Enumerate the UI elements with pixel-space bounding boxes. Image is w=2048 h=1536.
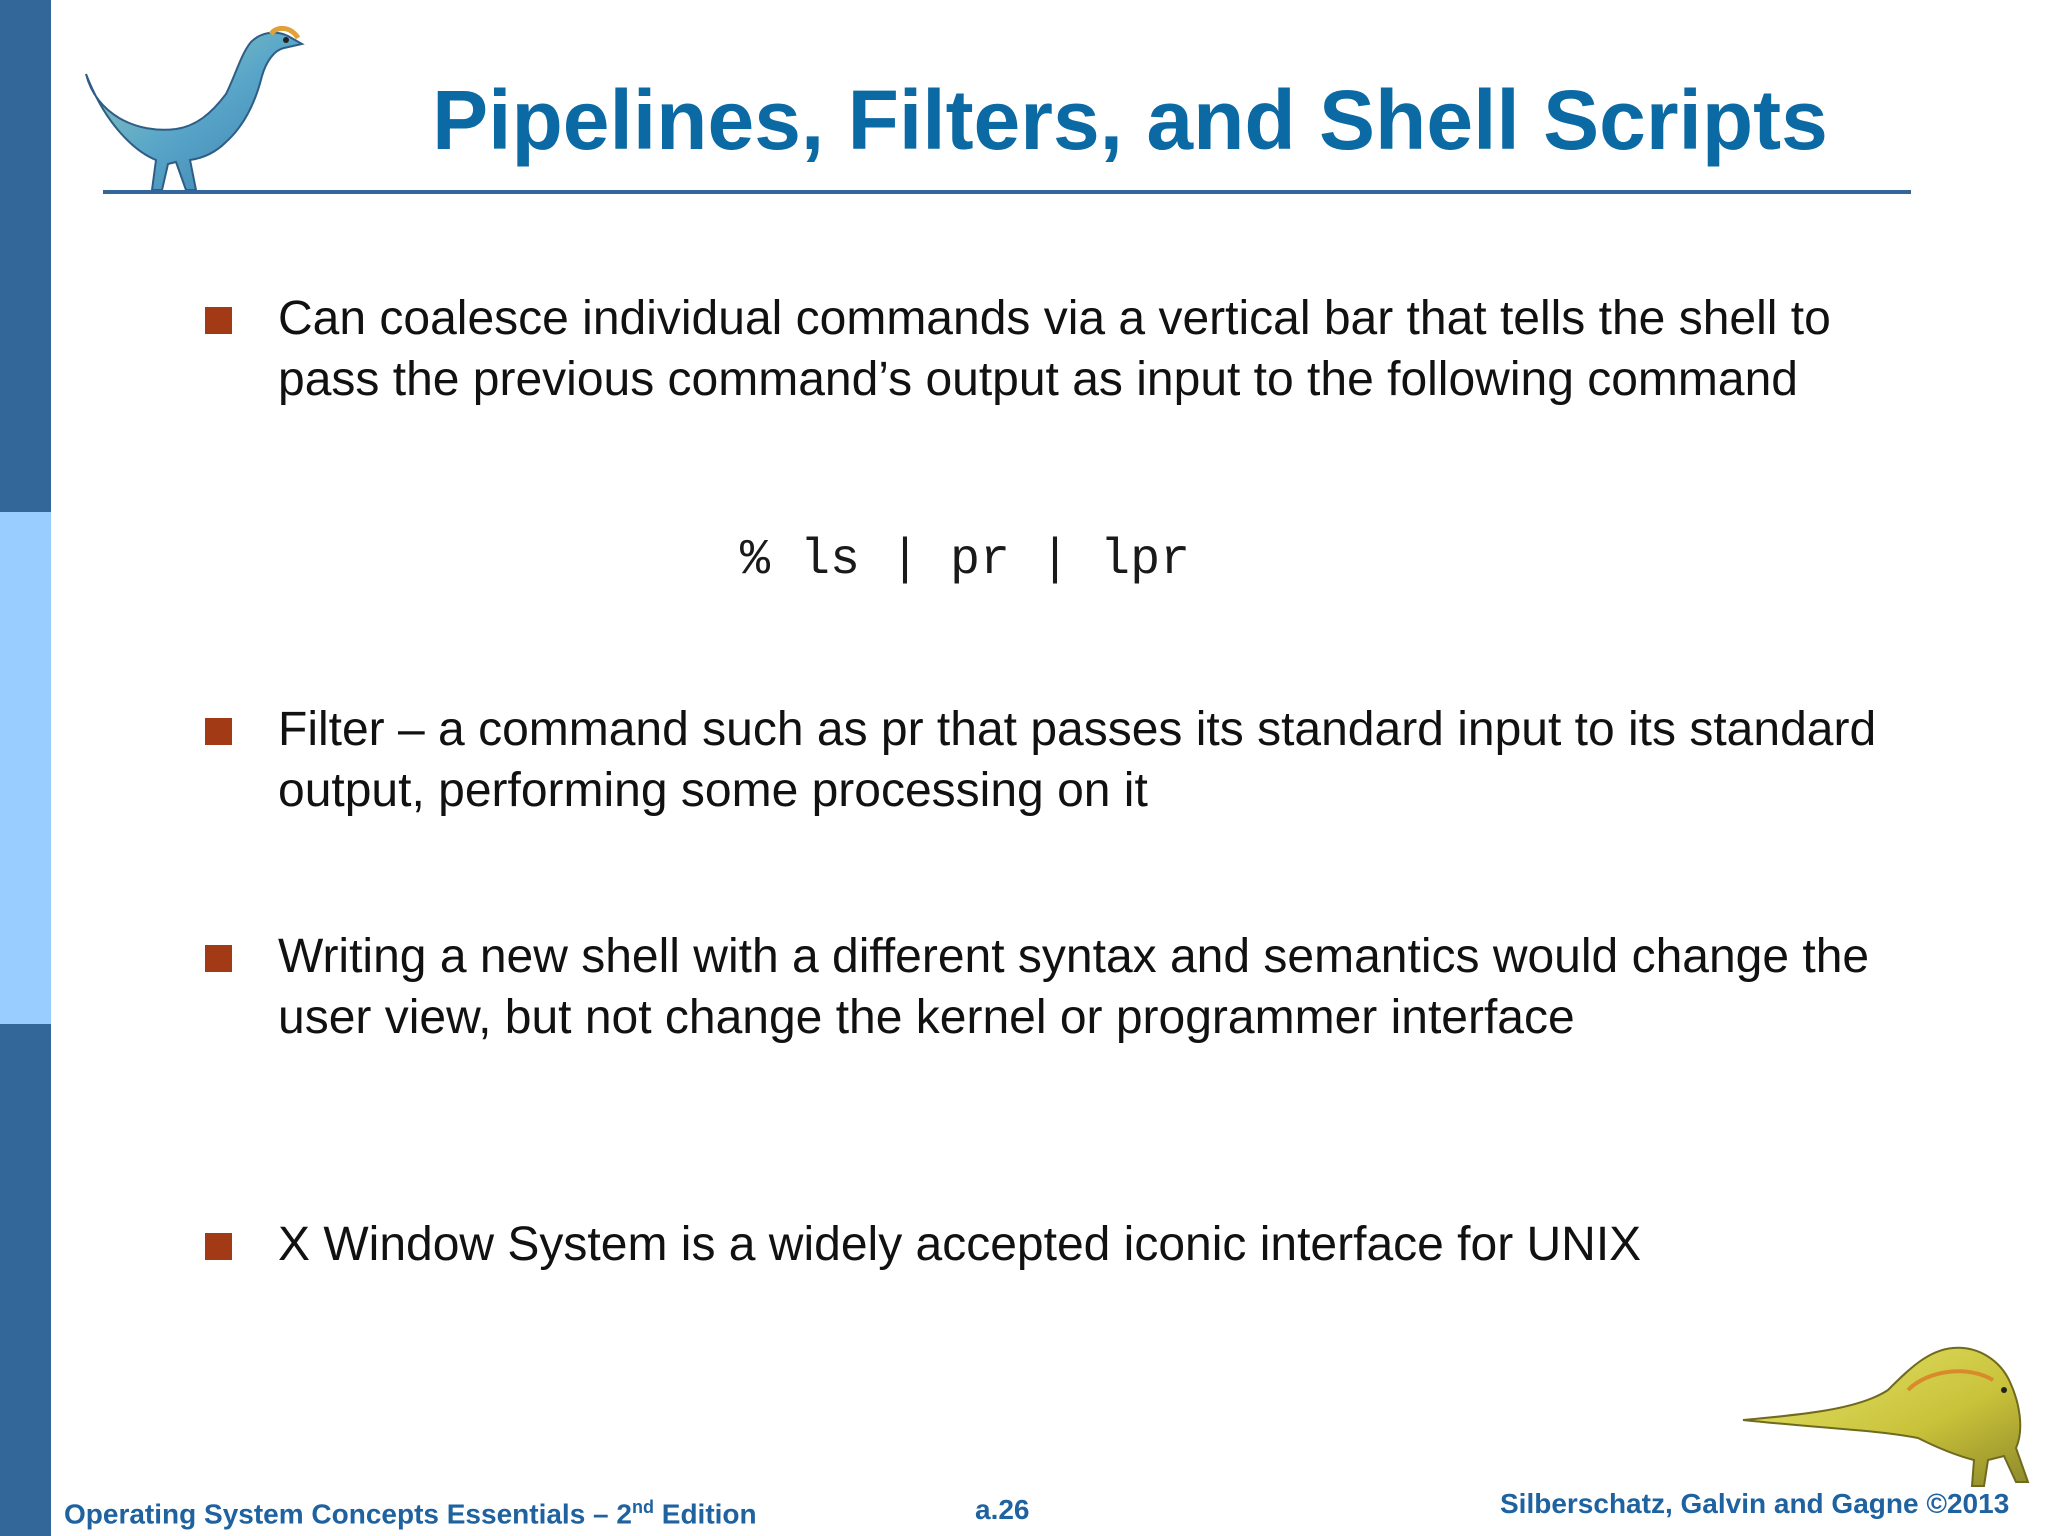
bullet-item: Writing a new shell with a different syntax and semantics would change the user view, but not change the kernel or programmer interface xyxy=(278,930,1870,1044)
left-strip-top xyxy=(0,0,51,512)
bullet-marker xyxy=(205,307,232,334)
dinosaur-icon xyxy=(1738,1320,2038,1490)
bullet-marker xyxy=(205,1233,232,1260)
title-divider xyxy=(103,190,1911,194)
bullet-item: Can coalesce individual commands via a vertical bar that tells the shell to pass the previous command’s output as input to the following command xyxy=(278,292,1831,406)
slide-title: Pipelines, Filters, and Shell Scripts xyxy=(432,73,1828,167)
bullet-item: X Window System is a widely accepted iconic interface for UNIX xyxy=(278,1218,1642,1271)
dinosaur-icon xyxy=(76,14,316,194)
left-strip-bottom xyxy=(0,1024,51,1536)
code-example: % ls | pr | lpr xyxy=(740,532,1191,589)
bullet-item: Filter – a command such as pr that passes its standard input to its standard output, performing some processing on it xyxy=(278,703,1877,817)
footer-page-number: a.26 xyxy=(975,1494,1030,1525)
left-strip-middle xyxy=(0,512,51,1024)
bullet-marker xyxy=(205,945,232,972)
bullet-marker xyxy=(205,718,232,745)
footer-copyright: Silberschatz, Galvin and Gagne ©2013 xyxy=(1500,1488,2010,1519)
footer-book-title: Operating System Concepts Essentials – 2nd Edition xyxy=(64,1497,757,1530)
